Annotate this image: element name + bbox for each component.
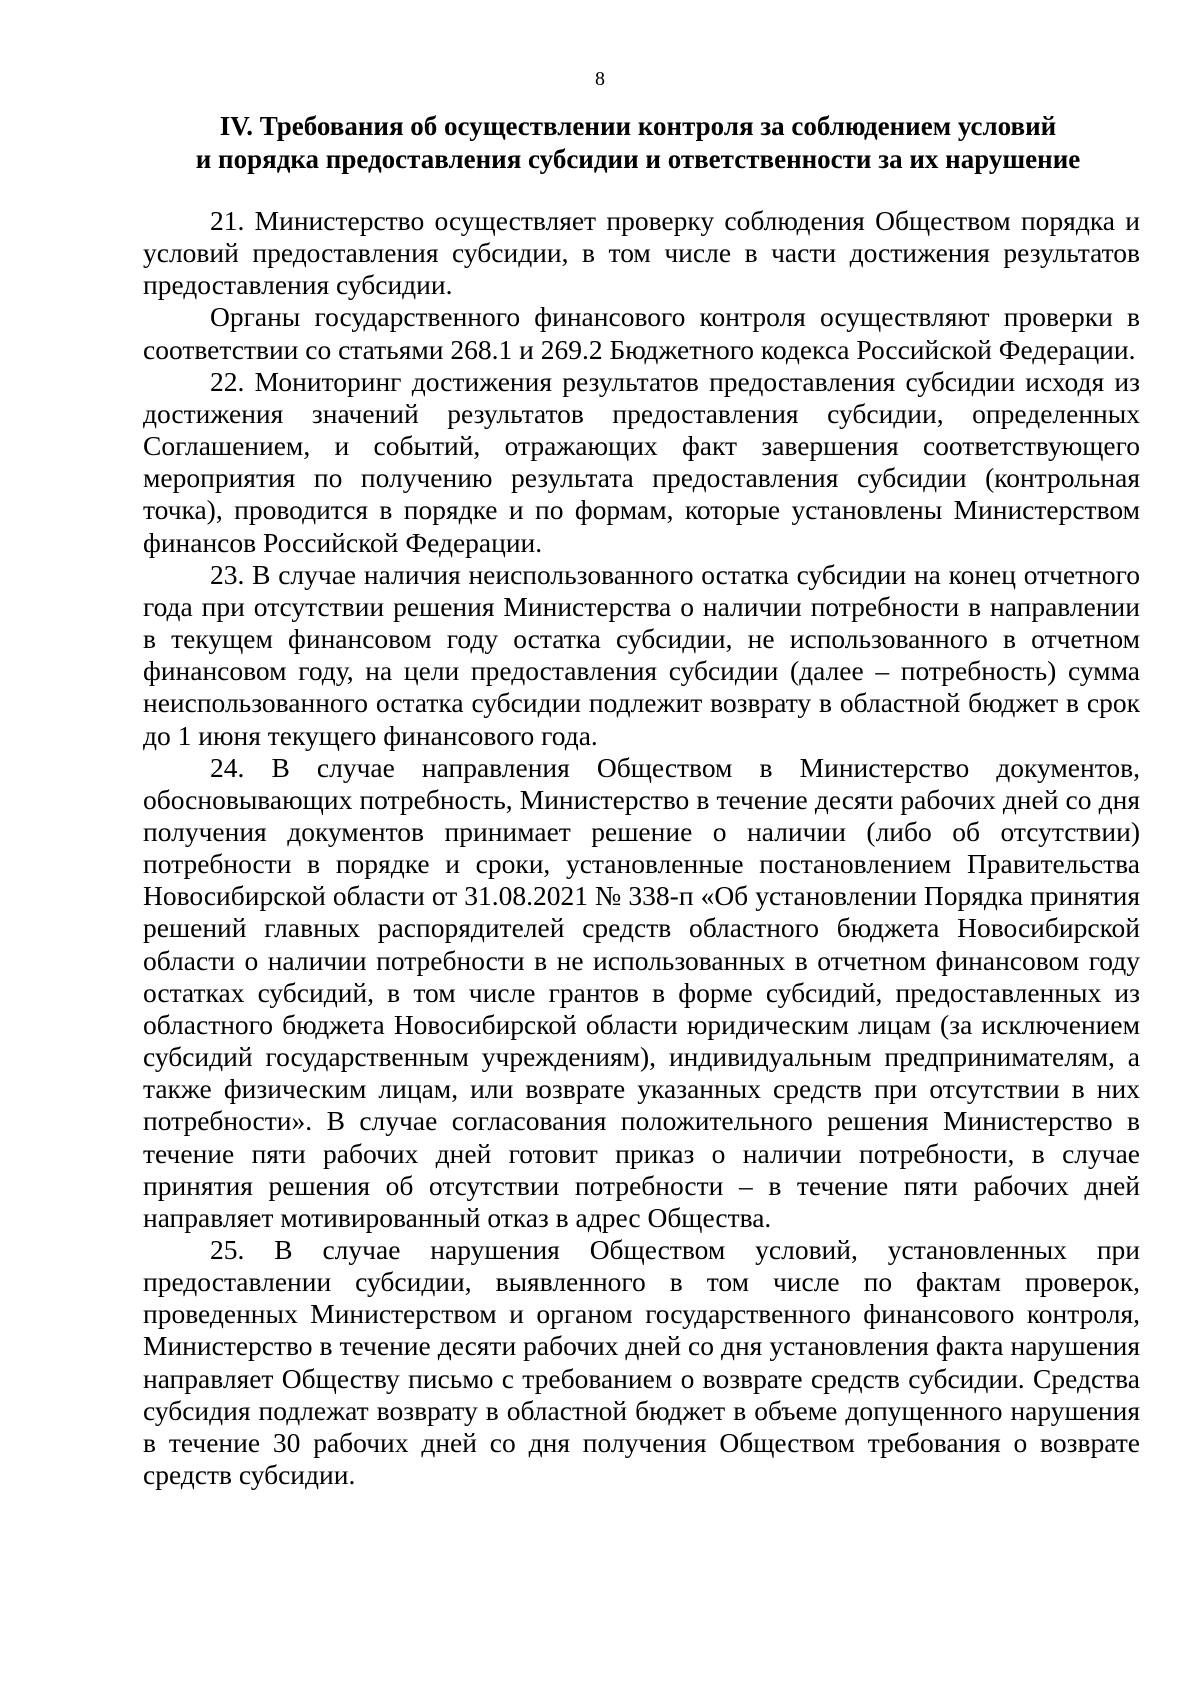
paragraph-22: 22. Мониторинг достижения результатов предоставления субсидии исходя из достижения значений результатов предоставления субсидии, определенных Соглашением, и событий, отражающих факт завершения соответствующего мероприятия по получению результата предоставления субсидии (контрольная точка), проводится в порядке и по формам, которые установлены Министерством финансов Российской Федерации.	[143, 365, 1140, 558]
paragraph-25: 25. В случае нарушения Обществом условий, установленных при предоставлении субсидии, выявленного в том числе по фактам проверок, проведенных Министерством и органом государственного финансового контроля, Министерство в течение десяти рабочих дней со дня установления факта нарушения направляет Обществу письмо с требованием о возврате средств субсидии. Средства субсидия подлежат возврату в областной бюджет в объеме допущенного нарушения в течение 30 рабочих дней со дня получения Обществом требования о возврате средств субсидии.	[143, 1234, 1140, 1491]
paragraph-24: 24. В случае направления Обществом в Министерство документов, обосновывающих потребность, Министерство в течение десяти рабочих дней со дня получения документов принимает решение о наличии (либо об отсутствии) потребности в порядке и сроки, установленные постановлением Правительства Новосибирской области от 31.08.2021 № 338-п «Об установлении Порядка принятия решений главных распорядителей средств областного бюджета Новосибирской области о наличии потребности в не использованных в отчетном финансовом году остатках субсидий, в том числе грантов в форме субсидий, предоставленных из областного бюджета Новосибирской области юридическим лицам (за исключением субсидий государственным учреждениям), индивидуальным предпринимателям, а также физическим лицам, или возврате указанных средств при отсутствии в них потребности». В случае согласования положительного решения Министерство в течение пяти рабочих дней готовит приказ о наличии потребности, в случае принятия решения об отсутствии потребности – в течение пяти рабочих дней направляет мотивированный отказ в адрес Общества.	[143, 751, 1140, 1233]
section-title-line-2: и порядка предоставления субсидии и ответственности за их нарушение	[195, 144, 1081, 174]
page-number: 8	[595, 68, 605, 90]
paragraph-23: 23. В случае наличия неиспользованного остатка субсидии на конец отчетного года при отсутствии решения Министерства о наличии потребности в направлении в текущем финансовом году остатка субсидии, не использованного в отчетном финансовом году, на цели предоставления субсидии (далее – потребность) сумма неиспользованного остатка субсидии подлежит возврату в областной бюджет в срок до 1 июня текущего финансового года.	[143, 558, 1140, 751]
paragraph-21: 21. Министерство осуществляет проверку соблюдения Обществом порядка и условий предоставления субсидии, в том числе в части достижения результатов предоставления субсидии.	[143, 205, 1140, 301]
document-body	[143, 205, 1140, 1491]
paragraph-21-control: Органы государственного финансового контроля осуществляют проверки в соответствии со статьями 268.1 и 269.2 Бюджетного кодекса Российской Федерации.	[143, 301, 1140, 365]
section-title	[143, 110, 1133, 176]
section-title-line-1: IV. Требования об осуществлении контроля за соблюдением условий	[219, 111, 1057, 141]
